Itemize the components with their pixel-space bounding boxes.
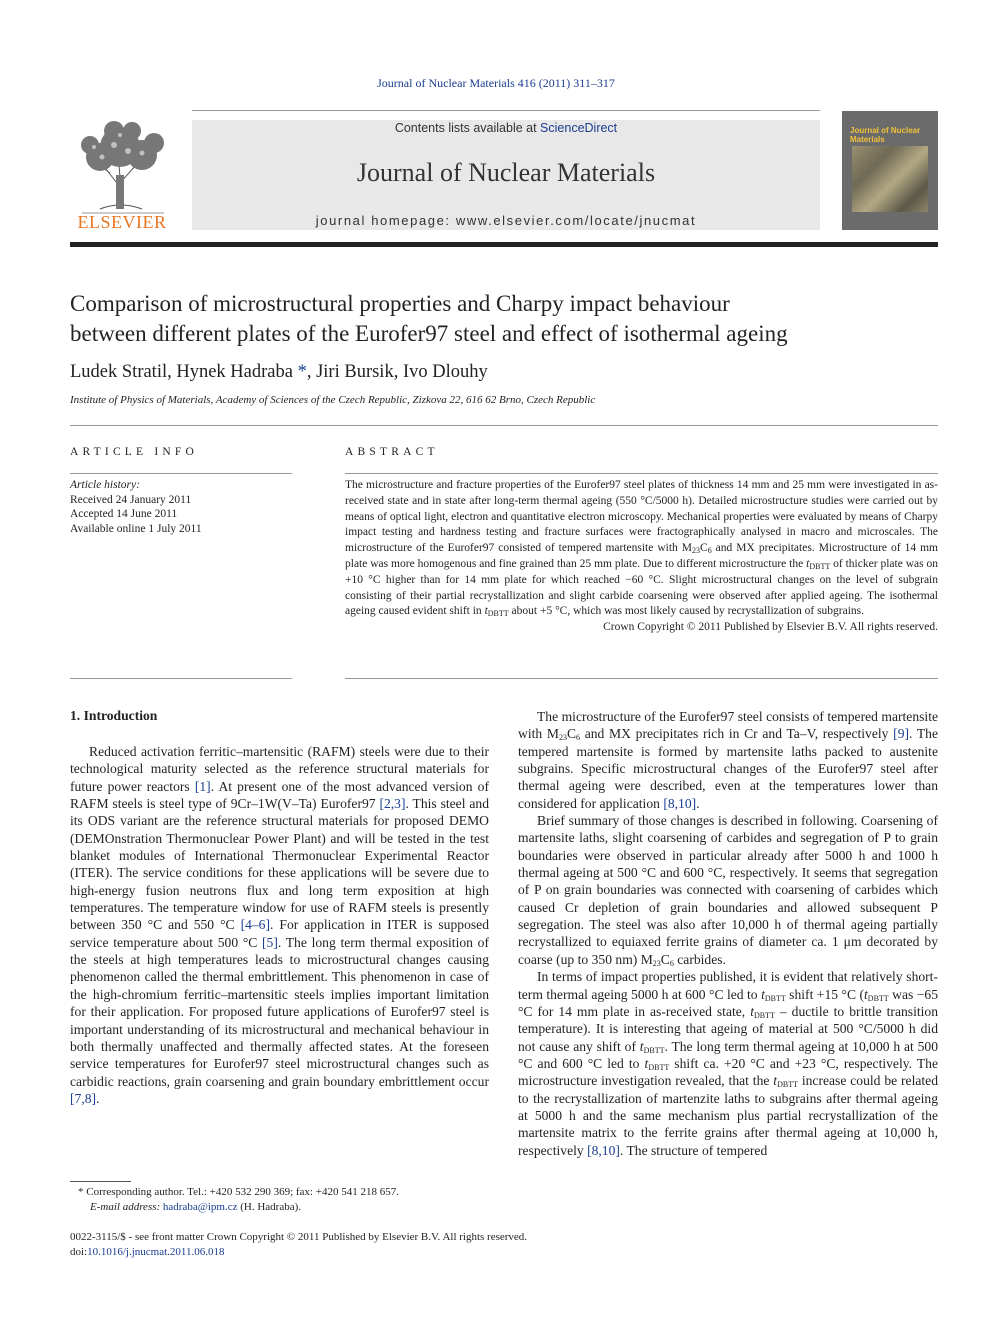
author-list bbox=[70, 362, 488, 383]
intro-paragraph-4: In terms of impact properties published, it is evident that relatively short-term thermal ageing 5000 h at 600 °C led to $t_{DBTT}$ shift +15 °C ($t_{DBTT}$ was −65 °C for 14 mm plate in as-received state, $t_{DBTT}$ – ductile to brittle transition temperature). It is interesting that ageing of material at 500 °C/5000 h did not cause any shift of $t_{DBTT}$. The long term thermal ageing at 10,000 h at 500 °C and 600 °C led to $t_{DBTT}$ shift ca. +20 °C and +23 °C, respectively. The microstructure investigation revealed, that the $t_{DBTT}$ increase could be related to the recrystallization of martenzite laths to subgrains after thermal ageing at 5000 h and the same mechanism plus partial recrystallization of the martensite matrix to the ferrite grains after thermal ageing at 10,000 h, respectively [8,10]. The structure of tempered bbox=[518, 969, 939, 1158]
ref-link-8-10-b[interactable]: [8,10] bbox=[587, 1142, 620, 1158]
author-bursik-dlouhy: , Jiri Bursik, Ivo Dlouhy bbox=[306, 362, 488, 382]
author-stratil: Ludek Stratil, bbox=[70, 362, 177, 382]
author-hadraba: Hynek Hadraba bbox=[176, 362, 293, 382]
journal-homepage[interactable]: journal homepage: www.elsevier.com/locate/jnucmat bbox=[315, 213, 697, 228]
email-link[interactable]: hadraba@ipm.cz bbox=[162, 1201, 238, 1213]
ref-link-1[interactable]: [1] bbox=[194, 778, 211, 794]
article-info-heading: ARTICLE INFO bbox=[70, 446, 198, 458]
email-suffix: (H. Hadraba). bbox=[237, 1201, 302, 1213]
title-divider bbox=[70, 425, 938, 426]
journal-title: Journal of Nuclear Materials bbox=[356, 158, 656, 187]
ref-link-4-6[interactable]: [4–6] bbox=[240, 917, 271, 933]
abstract-paragraph: The microstructure and fracture properties of the Eurofer97 steel plates of thickness 14 mm and 25 mm were investigated in as-received state and in state after long-term thermal ageing (550 °C/5000 h). Detailed microstructure studies were carried out by means of optical light, electron and quantitative electron microscopy. Mechanical properties were evaluated by means of Charpy impact testing and hardness testing and fracture surfaces were fractographically analysed in macro and microscales. The microstructure of the Eurofer97 consisted of tempered martensite with $M_{23}C_6$ and MX precipitates. Microstructure of 14 mm plate was more homogenous and fine grained than 25 mm plate. Due to different microstructure the $t_{DBTT}$ of thicker plate was on +10 °C higher than for 14 mm plate for which reached −60 °C. Slight microstructural changes on the level of subgrain consisting of their partial recrystallization and slight carbide coarsening were observed after applied ageing. The isothermal ageing caused evident shift in $t_{DBTT}$ about +5 °C, which was most likely caused by recrystallization of subgrains. bbox=[345, 479, 938, 619]
ref-link-7-8[interactable]: [7,8] bbox=[70, 1090, 97, 1106]
page-footer bbox=[70, 1230, 527, 1260]
article-info-rule bbox=[70, 473, 292, 474]
corresponding-author-footnote bbox=[70, 1185, 399, 1215]
contents-availability bbox=[192, 121, 820, 135]
title-line-2: between different plates of the Eurofer97 steel and effect of isothermal ageing bbox=[70, 321, 788, 346]
footer-copyright: 0022-3115/$ - see front matter Crown Copyright © 2011 Published by Elsevier B.V. All rights reserved. bbox=[70, 1231, 528, 1243]
cover-title: Journal of Nuclear Materials bbox=[850, 126, 921, 144]
online-date: Available online 1 July 2011 bbox=[70, 522, 202, 535]
doi-label: doi: bbox=[70, 1246, 88, 1258]
doi-link[interactable]: 10.1016/j.jnucmat.2011.06.018 bbox=[87, 1246, 225, 1258]
sciencedirect-link[interactable]: ScienceDirect bbox=[540, 121, 618, 135]
ref-link-8-10[interactable]: [8,10] bbox=[663, 795, 697, 811]
corresponding-author-link[interactable]: * bbox=[292, 362, 307, 382]
history-label: Article history: bbox=[70, 479, 140, 491]
article-info-bottom-rule bbox=[70, 678, 292, 679]
title-line-1: Comparison of microstructural properties and Charpy impact behaviour bbox=[70, 291, 730, 316]
elsevier-logo[interactable] bbox=[70, 117, 174, 233]
journal-cover-thumbnail[interactable] bbox=[842, 111, 938, 230]
journal-reference-link[interactable]: Journal of Nuclear Materials 416 (2011) 311–317 bbox=[377, 76, 615, 90]
abstract-bottom-rule bbox=[345, 678, 938, 679]
elsevier-wordmark: ELSEVIER bbox=[77, 212, 167, 232]
received-date: Received 24 January 2011 bbox=[70, 493, 192, 506]
cover-image bbox=[852, 146, 928, 212]
header-top-rule bbox=[192, 110, 820, 111]
ref-link-9[interactable]: [9] bbox=[893, 726, 910, 742]
footnote-contact: * Corresponding author. Tel.: +420 532 290 369; fax: +420 541 218 657. bbox=[78, 1186, 399, 1198]
intro-paragraph-3: Brief summary of those changes is described in following. Coarsening of martensite laths, slight coarsening of carbides and segregation of P to grain boundaries were observed in particular already after 5000 h and 1000 h thermal ageing at 500 °C and 600 °C, respectively. It seems that segregation of P on grain boundaries was connected with coarsening of carbides which caused Cr depletion of grain boundaries and allowed subsequent P segregation. The steel was also after 10,000 h of thermal ageing partially recrystallized to equiaxed ferrite grains of diameter ca. 1 μm decorated by coarse (up to 350 nm) $M_{23}C_6$ carbides. bbox=[518, 813, 938, 968]
footnote-rule bbox=[70, 1181, 131, 1182]
section-heading-introduction: 1. Introduction bbox=[70, 708, 158, 723]
header-divider bbox=[70, 242, 938, 247]
ref-link-2-3[interactable]: [2,3] bbox=[379, 796, 406, 812]
accepted-date: Accepted 14 June 2011 bbox=[70, 508, 178, 520]
affiliation: Institute of Physics of Materials, Academy of Sciences of the Czech Republic, Zizkova 22, 616 62 Brno, Czech Republic bbox=[70, 394, 596, 406]
intro-paragraph-1: Reduced activation ferritic–martensitic (RAFM) steels were due to their technological maturity selected as the reference structural materials for future power reactors [1]. At present one of the most advanced version of RAFM steels is steel type of 9Cr–1W(V–Ta) Eurofer97 [2,3]. This steel and its ODS variant are the reference structural materials for proposed DEMO (DEMOnstration Thermonuclear Power Plant) and will be tested in the test blanket modules of International Thermonuclear Experimental Reactor (ITER). The service conditions for these applications will be severe due to high-energy fusion neutrons flux and long term exposition at high temperatures. The temperature window for use of RAFM steels is presently between 350 °C and 550 °C [4–6]. For application in ITER is supposed service temperature about 500 °C [5]. The long term thermal exposition of the steels at high temperatures leads to microstructural changes causing phenomenon called the thermal embrittlement. This phenomenon in case of the high-chromium ferritic–martensitic steels implies important limitation for their application. For proposed future applications of Eurofer97 steel is important understanding of its microstructural and mechanical behaviour in both thermally unaffected and thermally affected states. At the foreseen service temperatures for Eurofer97 steel microstructural changes such as carbidic reactions, grain coarsening and grain boundary embrittlement occur [7,8]. bbox=[70, 744, 489, 1106]
body-column-right bbox=[518, 708, 938, 1159]
abstract-copyright: Crown Copyright © 2011 Published by Elsevier B.V. All rights reserved. bbox=[603, 621, 938, 634]
article-title bbox=[70, 289, 950, 349]
body-column-left bbox=[70, 743, 489, 1107]
abstract-heading: ABSTRACT bbox=[345, 446, 439, 458]
contents-prefix: Contents lists available at bbox=[394, 121, 541, 135]
abstract-body bbox=[345, 478, 938, 636]
email-label: E-mail address: bbox=[90, 1201, 163, 1213]
article-history bbox=[70, 478, 202, 536]
ref-link-5[interactable]: [5] bbox=[262, 934, 278, 950]
abstract-rule bbox=[345, 473, 938, 474]
intro-paragraph-2: The microstructure of the Eurofer97 steel consists of tempered martensite with $M_{23}C_6$ and MX precipitates rich in Cr and Ta–V, respectively [9]. The tempered martensite is formed by martensite laths packed to austenite subgrains. Specific microstructural changes of the Eurofer97 steel after thermal ageing were described, even at the temperatures lower than considered for application [8,10]. bbox=[518, 709, 939, 811]
